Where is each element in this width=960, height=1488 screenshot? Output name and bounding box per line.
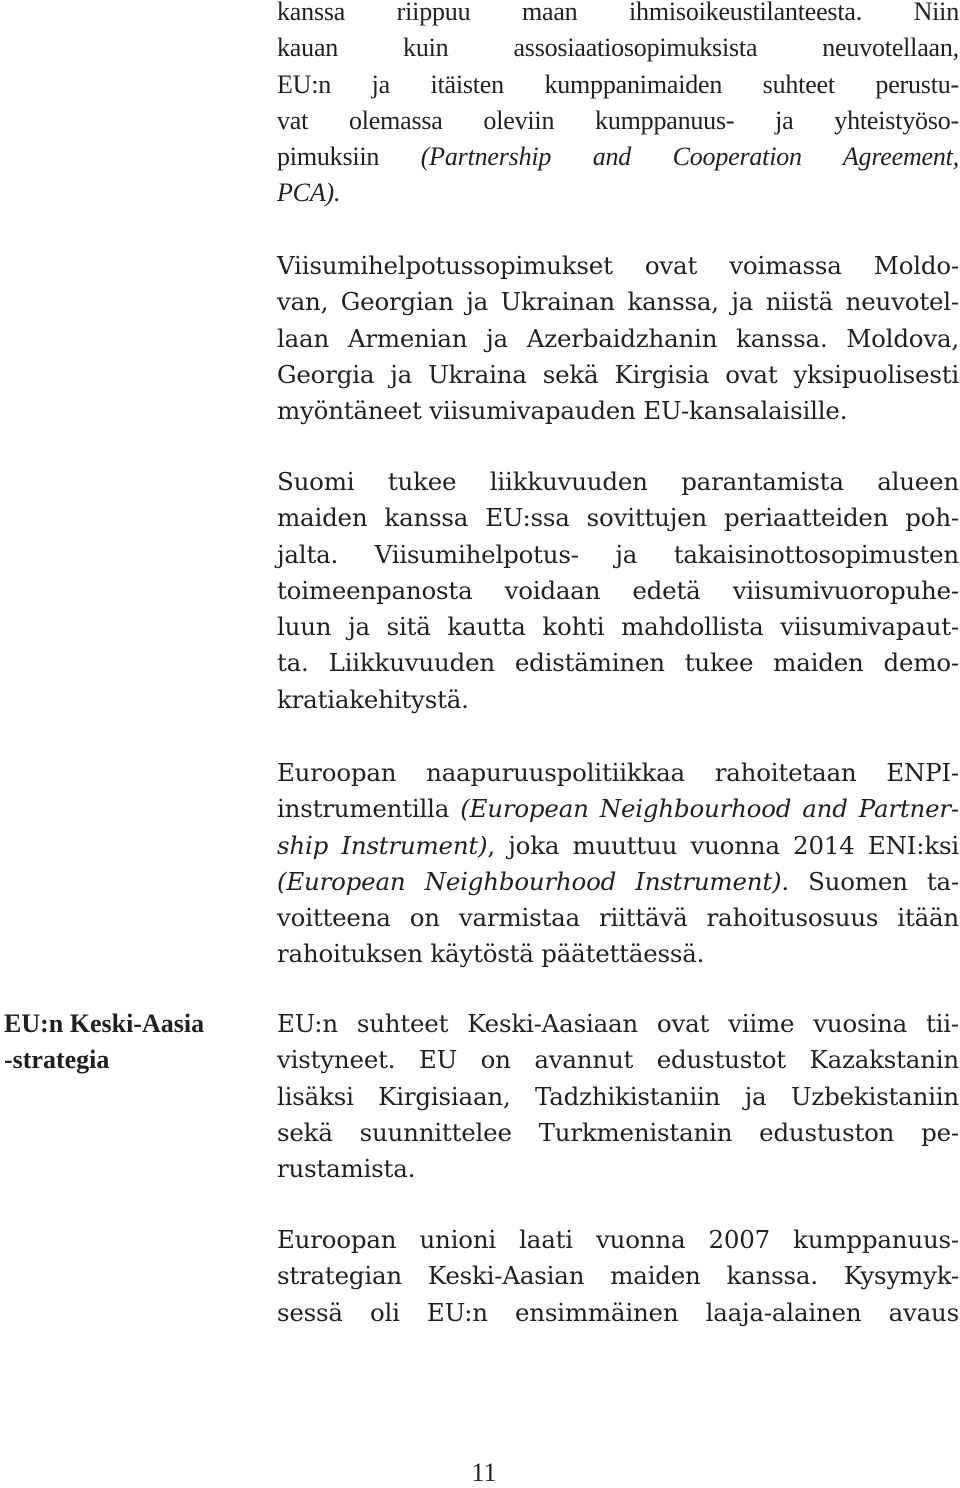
text-line [277,791,959,827]
text-line: myöntäneet viisumivapauden EU-kansalaisille. [277,396,848,426]
text-line: Georgia ja Ukraina sekä Kirgisia ovat yksipuolisesti [277,359,959,389]
italic-fragment: (European Neighbourhood Instrument). [277,866,789,896]
text-line [277,175,959,211]
text-line [277,864,959,900]
paragraph-enpi-funding [277,755,959,973]
text-line: toimeenpanosta voidaan edetä viisumivuoropuhe- [277,575,959,605]
italic-fragment: (Partnership and Cooperation Agreement, [420,142,960,172]
paragraph-central-asia-relations [277,1006,959,1187]
paragraph-mobility [277,464,959,718]
text-line: luun ja sitä kautta kohti mahdollista viisumivapaut- [277,612,959,642]
text-line: vat olemassa oleviin kumppanuus- ja yhteistyöso- [277,105,959,135]
text-line: jalta. Viisumihelpotus- ja takaisinottosopimusten [277,539,959,569]
sidebar-heading-line: -strategia [4,1045,110,1074]
text-line: rahoituksen käytöstä päätettäessä. [277,939,705,969]
text-line: kauan kuin assosiaatiosopimuksista neuvotellaan, [277,33,959,63]
text-line: maiden kanssa EU:ssa sovittujen periaatteiden poh- [277,503,959,533]
text-line: van, Georgian ja Ukrainan kanssa, ja niistä neuvotel- [277,287,959,317]
text-line: rustamista. [277,1154,416,1184]
text-fragment: pimuksiin [277,142,421,172]
text-fragment: , joka muuttuu vuonna 2014 ENI:ksi [487,830,959,860]
italic-fragment: (European Neighbourhood and Partner- [460,794,959,824]
text-line: sessä oli EU:n ensimmäinen laaja-alainen avaus [277,1297,959,1327]
text-line: Viisumihelpotussopimukset ovat voimassa Moldo- [277,251,959,280]
sidebar-heading [4,1006,254,1078]
text-line: voitteena on varmistaa riittävä rahoitusosuus itään [277,903,959,933]
text-line: ta. Liikkuvuuden edistäminen tukee maiden demo- [277,648,959,678]
text-line [277,139,959,175]
italic-fragment: ship Instrument) [277,830,488,860]
text-line: EU:n ja itäisten kumppanimaiden suhteet perustu- [277,69,959,99]
text-line: sekä suunnittelee Turkmenistanin edustuston pe- [277,1117,959,1147]
paragraph-partnership-agreements [277,0,959,212]
text-line: Suomi tukee liikkuvuuden parantamista alueen [277,467,959,496]
text-line: vistyneet. EU on avannut edustustot Kazakstanin [277,1045,959,1075]
text-line: kanssa riippuu maan ihmisoikeustilanteesta. Niin [277,0,959,26]
text-line [277,828,959,864]
sidebar-heading-line: EU:n Keski-Aasia [4,1009,205,1038]
italic-fragment: PCA). [277,178,341,208]
paragraph-visa-facilitation [277,248,959,429]
text-line: EU:n suhteet Keski-Aasiaan ovat viime vuosina tii- [277,1009,959,1038]
text-line: lisäksi Kirgisiaan, Tadzhikistaniin ja Uzbekistaniin [277,1081,959,1111]
text-line: Euroopan unioni laati vuonna 2007 kumppanuus- [277,1225,959,1254]
text-fragment: Suomen ta- [788,866,959,896]
text-line: laan Armenian ja Azerbaidzhanin kanssa. Moldova, [277,323,959,353]
page-number: 11 [471,1458,497,1487]
text-line: Euroopan naapuruuspolitiikkaa rahoitetaan ENPI- [277,758,959,787]
text-fragment: instrumentilla [277,794,461,824]
text-line: strategian Keski-Aasian maiden kanssa. Kysymyk- [277,1261,959,1291]
paragraph-partnership-strategy [277,1222,959,1331]
text-line: kratiakehitystä. [277,684,469,714]
